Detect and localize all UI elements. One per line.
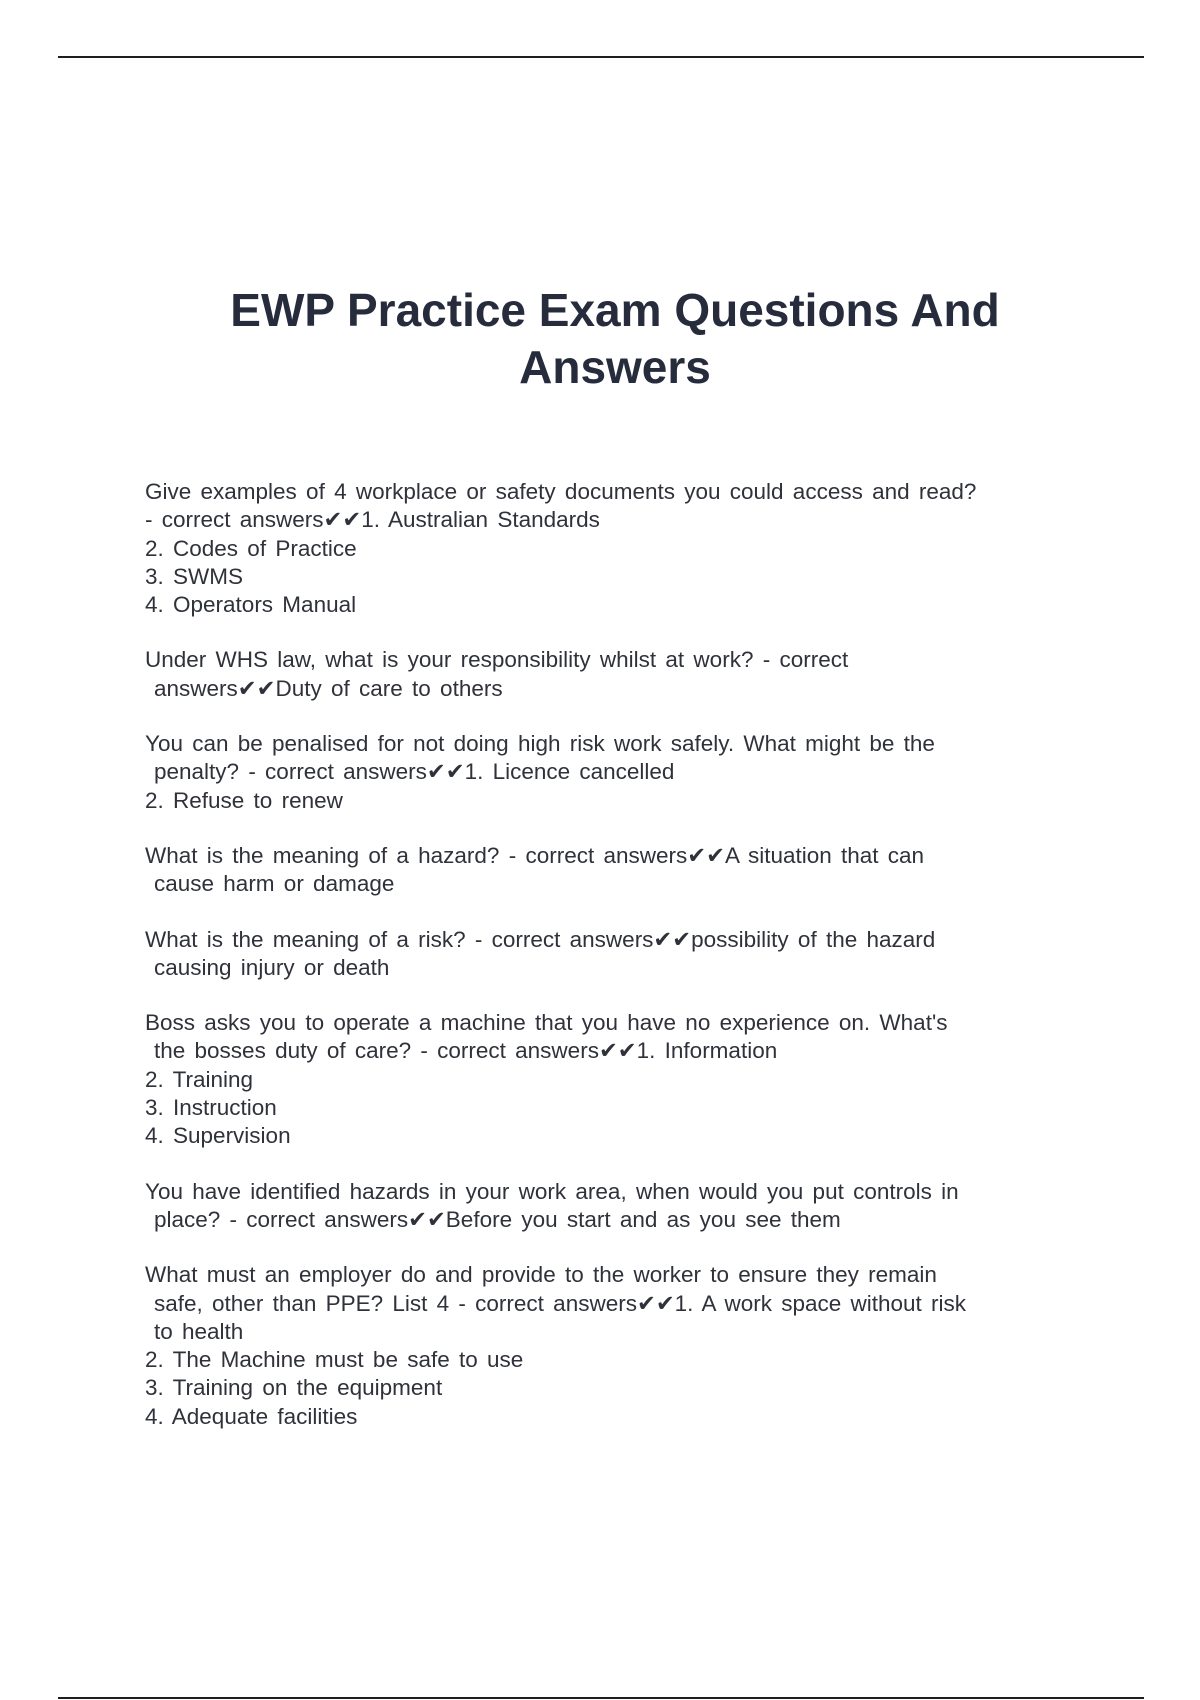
answer-line: cause harm or damage bbox=[154, 871, 395, 897]
answer-line: - correct answers✔✔1. Australian Standards bbox=[145, 507, 600, 533]
qa-block bbox=[145, 926, 1085, 983]
bottom-rule bbox=[58, 1697, 1144, 1699]
qa-block bbox=[145, 478, 1085, 619]
answer-item: 4. Adequate facilities bbox=[145, 1403, 358, 1429]
top-rule bbox=[58, 56, 1144, 58]
answer-item: 2. Codes of Practice bbox=[145, 535, 357, 561]
question-line: What must an employer do and provide to the worker to ensure they remain bbox=[145, 1262, 937, 1288]
answer-line: safe, other than PPE? List 4 - correct answers✔✔1. A work space without risk bbox=[154, 1290, 967, 1316]
question-line: You can be penalised for not doing high risk work safely. What might be the bbox=[145, 731, 935, 757]
answer-line: causing injury or death bbox=[154, 954, 390, 980]
answer-line: penalty? - correct answers✔✔1. Licence cancelled bbox=[154, 759, 675, 785]
answer-item: 2. Training bbox=[145, 1066, 254, 1092]
qa-block bbox=[145, 1009, 1085, 1150]
question-line: Give examples of 4 workplace or safety documents you could access and read? bbox=[145, 479, 977, 504]
qa-block bbox=[145, 842, 1085, 899]
question-line: Boss asks you to operate a machine that you have no experience on. What's bbox=[145, 1010, 948, 1036]
question-line: Under WHS law, what is your responsibility whilst at work? - correct bbox=[145, 647, 849, 673]
question-line: You have identified hazards in your work area, when would you put controls in bbox=[145, 1178, 959, 1204]
answer-item: 2. Refuse to renew bbox=[145, 787, 343, 813]
question-line: What is the meaning of a hazard? - correct answers✔✔A situation that can bbox=[145, 842, 925, 868]
answer-item: 3. Instruction bbox=[145, 1095, 277, 1121]
answer-line: the bosses duty of care? - correct answers✔✔1. Information bbox=[154, 1038, 778, 1064]
answer-item: 3. SWMS bbox=[145, 563, 244, 589]
qa-block bbox=[145, 646, 1085, 703]
answer-line: to health bbox=[154, 1318, 244, 1344]
question-line: What is the meaning of a risk? - correct answers✔✔possibility of the hazard bbox=[145, 926, 936, 952]
answer-item: 2. The Machine must be safe to use bbox=[145, 1347, 524, 1373]
answer-line: place? - correct answers✔✔Before you start and as you see them bbox=[154, 1206, 841, 1232]
qa-block bbox=[145, 730, 1085, 815]
answer-item: 3. Training on the equipment bbox=[145, 1375, 443, 1401]
document-title: EWP Practice Exam Questions And Answers bbox=[230, 284, 1000, 393]
document-body bbox=[145, 478, 1085, 1458]
qa-block bbox=[145, 1261, 1085, 1431]
answer-line: answers✔✔Duty of care to others bbox=[154, 675, 503, 701]
qa-block bbox=[145, 1178, 1085, 1235]
answer-item: 4. Operators Manual bbox=[145, 592, 357, 618]
answer-item: 4. Supervision bbox=[145, 1123, 291, 1149]
